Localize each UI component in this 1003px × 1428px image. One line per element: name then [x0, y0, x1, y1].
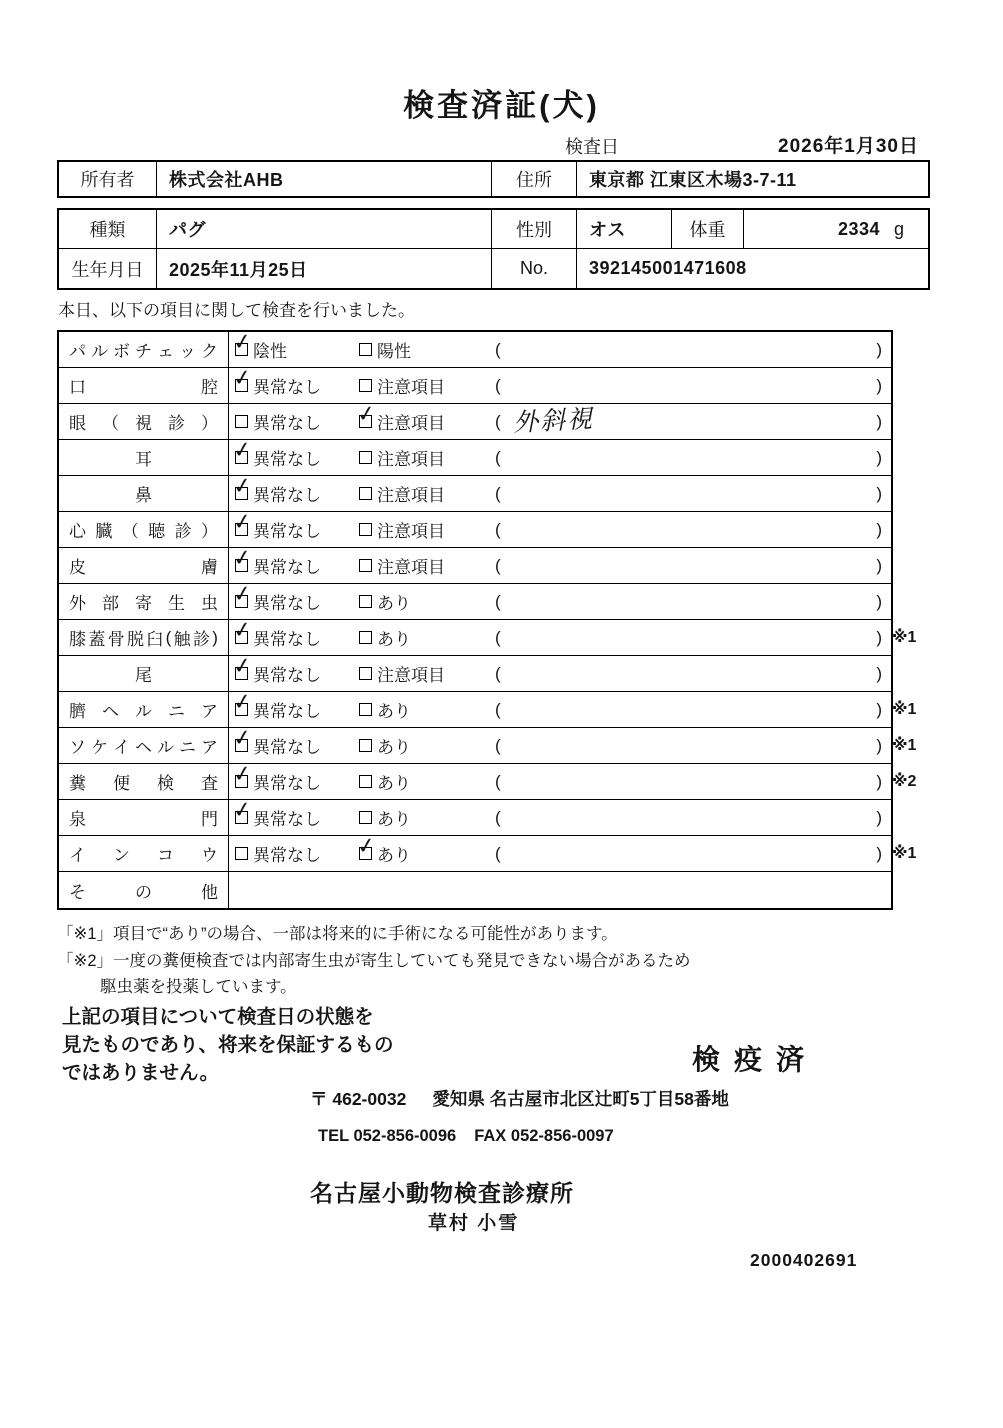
checklist-row [59, 723, 917, 764]
disclaimer-line-3: ではありません。 [62, 1062, 220, 1084]
row-content [229, 795, 891, 835]
birth-date-value: 2025年11月25日 [157, 249, 492, 288]
option2 [359, 589, 495, 614]
checklist-row [59, 435, 891, 476]
checklist-row [59, 543, 891, 584]
option1-label: 異常なし [253, 486, 321, 505]
weight-cell [744, 210, 928, 248]
option1 [229, 795, 359, 830]
option2-checkbox [359, 667, 372, 680]
comment-close-paren: ) [876, 339, 882, 359]
option2 [355, 831, 495, 866]
option2-label: 注意項目 [377, 522, 445, 541]
comment-open-paren: ( [495, 699, 501, 719]
row-note: ※2 [892, 773, 917, 790]
check-icon: ✓ [231, 471, 254, 500]
option1-checkbox [231, 471, 254, 500]
row-content [229, 507, 891, 547]
option1-label: 異常なし [253, 738, 321, 757]
comment-area [495, 340, 891, 360]
option1-label: 異常なし [253, 774, 321, 793]
quarantine-stamp: 検疫済 [692, 1044, 819, 1075]
comment-open-paren: ( [495, 735, 501, 755]
comment-area [495, 808, 891, 828]
check-icon: ✓ [231, 579, 254, 608]
note-line-2: 「※2」一度の糞便検査では内部寄生虫が寄生していても発見できない場合があるため [57, 952, 691, 970]
option1 [229, 687, 359, 722]
checklist-row [59, 507, 891, 548]
comment-area [495, 664, 891, 684]
item-label: 鼻 [59, 476, 229, 511]
breed-label: 種類 [59, 210, 157, 248]
check-icon: ✓ [231, 687, 254, 716]
option2-checkbox [355, 399, 378, 428]
postal-code: 〒 462-0032 [310, 1089, 407, 1109]
item-label: イ ン コ ウ [59, 836, 229, 871]
row-content [229, 615, 891, 655]
option1-label: 異常なし [253, 594, 321, 613]
check-icon: ✓ [355, 831, 378, 860]
item-label: 心 臓 （ 聴 診 ） [59, 512, 229, 547]
row-content [229, 723, 891, 763]
comment-area [495, 772, 891, 792]
option2 [359, 769, 495, 794]
comment-area [495, 736, 891, 756]
sex-value: オス [577, 210, 672, 248]
option1 [229, 723, 359, 758]
option2 [359, 517, 495, 542]
clinic-name: 名古屋小動物検査診療所 [310, 1180, 574, 1206]
comment-area [495, 592, 891, 612]
row-content [229, 363, 891, 403]
option1-label: 異常なし [253, 414, 321, 433]
item-label: 眼 （ 視 診 ） [59, 404, 229, 439]
option1 [229, 327, 359, 362]
option2 [359, 445, 495, 470]
option1-checkbox [235, 415, 248, 428]
option1-label: 異常なし [253, 846, 321, 865]
option1-label: 異常なし [253, 522, 321, 541]
option1-checkbox [231, 543, 254, 572]
option2-checkbox [359, 631, 372, 644]
option2-checkbox [359, 487, 372, 500]
item-label: 口 腔 [59, 368, 229, 403]
row-content [229, 471, 891, 511]
option1-checkbox [231, 795, 254, 824]
option1-label: 陰性 [253, 342, 287, 361]
comment-area [495, 404, 891, 437]
option2 [359, 661, 495, 686]
comment-open-paren: ( [495, 339, 501, 359]
row-content [229, 543, 891, 583]
option1 [229, 841, 359, 866]
option1-checkbox [231, 363, 254, 392]
option1-label: 異常なし [253, 630, 321, 649]
option1-checkbox [231, 759, 254, 788]
check-icon: ✓ [231, 543, 254, 572]
comment-area [495, 556, 891, 576]
inspection-date-value: 2026年1月30日 [778, 136, 919, 157]
item-label: 外 部 寄 生 虫 [59, 584, 229, 619]
checklist-table [57, 327, 917, 910]
option2-label: 注意項目 [377, 666, 445, 685]
comment-open-paren: ( [495, 447, 501, 467]
checklist-row [59, 615, 917, 656]
comment-area [495, 448, 891, 468]
option2-checkbox [359, 379, 372, 392]
option1-checkbox [231, 327, 254, 356]
row-note: ※1 [892, 737, 917, 754]
weight-value: 2334 [837, 218, 880, 239]
option2-checkbox [359, 523, 372, 536]
tel-number: TEL 052-856-0096 [318, 1127, 457, 1145]
comment-close-paren: ) [876, 375, 882, 395]
comment-area [495, 628, 891, 648]
owner-table [57, 160, 930, 198]
breed-value: パグ [157, 210, 492, 248]
check-icon: ✓ [231, 723, 254, 752]
fax-number: FAX 052-856-0097 [474, 1127, 614, 1145]
comment-open-paren: ( [495, 519, 501, 539]
comment-area [495, 844, 891, 864]
item-label: 膝 蓋 骨 脱 臼 ( 触 診 ) [59, 620, 229, 655]
option2 [359, 373, 495, 398]
row-note: ※1 [892, 845, 917, 862]
option2-checkbox [359, 811, 372, 824]
option2-label: あり [377, 594, 411, 613]
tel-fax-line [318, 1127, 614, 1146]
option1-checkbox [231, 723, 254, 752]
other-row-content [229, 872, 891, 908]
option2-checkbox [355, 831, 378, 860]
comment-open-paren: ( [495, 843, 501, 863]
comment-close-paren: ) [876, 483, 882, 503]
option1-label: 異常なし [253, 702, 321, 721]
comment-close-paren: ) [876, 699, 882, 719]
option2-label: あり [377, 702, 411, 721]
option2-checkbox [359, 739, 372, 752]
check-icon: ✓ [231, 651, 254, 680]
option2-label: 陽性 [377, 342, 411, 361]
comment-close-paren: ) [876, 555, 882, 575]
row-content [229, 579, 891, 619]
row-content [229, 687, 891, 727]
note-line-1: 「※1」項目で“あり”の場合、一部は将来的に手術になる可能性があります。 [57, 925, 618, 943]
checklist-row [59, 831, 917, 872]
option1 [229, 471, 359, 506]
option2-checkbox [359, 775, 372, 788]
option1-label: 異常なし [253, 810, 321, 829]
option1-checkbox [231, 687, 254, 716]
item-label: 泉 門 [59, 800, 229, 835]
option1-label: 異常なし [253, 378, 321, 397]
option2-checkbox [359, 343, 372, 356]
comment-open-paren: ( [495, 555, 501, 575]
inspection-date-label: 検査日 [565, 137, 619, 157]
no-value: 392145001471608 [589, 258, 747, 278]
option1-checkbox [235, 847, 248, 860]
checklist-row [59, 687, 917, 728]
disclaimer [62, 1003, 394, 1087]
comment-open-paren: ( [495, 375, 501, 395]
clinic-address: 愛知県 名古屋市北区辻町5丁目58番地 [432, 1089, 729, 1109]
option2-label: あり [377, 774, 411, 793]
option1 [229, 543, 359, 578]
option2-label: あり [377, 738, 411, 757]
option2 [359, 337, 495, 362]
option2 [359, 625, 495, 650]
comment-close-paren: ) [876, 663, 882, 683]
option2 [355, 399, 495, 434]
option2 [359, 697, 495, 722]
option1 [229, 409, 359, 434]
check-icon: ✓ [231, 615, 254, 644]
option2-label: 注意項目 [377, 450, 445, 469]
address-label: 住所 [492, 162, 577, 196]
option1-checkbox [231, 615, 254, 644]
comment-close-paren: ) [876, 771, 882, 791]
option2-label: 注意項目 [377, 558, 445, 577]
address-value: 東京都 江東区木場3-7-11 [589, 170, 797, 190]
row-content [229, 651, 891, 691]
option1-label: 異常なし [253, 450, 321, 469]
check-icon: ✓ [355, 399, 378, 428]
row-note: ※1 [892, 629, 917, 646]
option2-label: あり [377, 810, 411, 829]
comment-open-paren: ( [495, 663, 501, 683]
note-line-3: 駆虫薬を投薬しています。 [100, 978, 297, 996]
check-icon: ✓ [231, 795, 254, 824]
comment-close-paren: ) [876, 843, 882, 863]
row-content [229, 759, 891, 799]
checklist-row [59, 327, 891, 368]
option1 [229, 435, 359, 470]
option1 [229, 363, 359, 398]
check-icon: ✓ [231, 363, 254, 392]
item-label: ソ ケ イ ヘ ル ニ ア [59, 728, 229, 763]
item-label: 耳 [59, 440, 229, 475]
owner-value: 株式会社AHB [157, 162, 492, 196]
intro-text: 本日、以下の項目に関して検査を行いました。 [58, 301, 415, 320]
item-label: 糞 便 検 査 [59, 764, 229, 799]
option1 [229, 759, 359, 794]
comment-area [495, 484, 891, 504]
row-note: ※1 [892, 701, 917, 718]
comment-close-paren: ) [876, 807, 882, 827]
option2 [359, 733, 495, 758]
option2-label: 注意項目 [377, 378, 445, 397]
comment-open-paren: ( [495, 807, 501, 827]
no-label: No. [492, 249, 577, 288]
check-icon: ✓ [231, 327, 254, 356]
item-label: 皮 膚 [59, 548, 229, 583]
row-content [229, 327, 891, 367]
pet-info-row-2 [59, 249, 928, 288]
checklist-row [59, 399, 891, 440]
comment-open-paren: ( [495, 591, 501, 611]
comment-text: 外斜視 [512, 404, 595, 437]
option1-checkbox [231, 579, 254, 608]
option2 [359, 805, 495, 830]
comment-close-paren: ) [876, 627, 882, 647]
comment-close-paren: ) [876, 735, 882, 755]
item-label: 臍 ヘ ル ニ ア [59, 692, 229, 727]
option2 [359, 481, 495, 506]
option1 [229, 507, 359, 542]
option2-checkbox [359, 595, 372, 608]
option2-checkbox [359, 451, 372, 464]
checklist-row [59, 363, 891, 404]
other-item-label: そ の 他 [59, 872, 229, 908]
comment-open-paren: ( [495, 483, 501, 503]
row-content [229, 399, 891, 439]
vet-name: 草村 小雪 [428, 1213, 520, 1234]
serial-number: 2000402691 [750, 1250, 858, 1270]
row-content [229, 435, 891, 475]
other-row [59, 872, 891, 908]
comment-area [495, 376, 891, 396]
option1 [229, 615, 359, 650]
option1-label: 異常なし [253, 666, 321, 685]
item-label: 尾 [59, 656, 229, 691]
comment-open-paren: ( [495, 627, 501, 647]
sex-label: 性別 [492, 210, 577, 248]
comment-close-paren: ) [876, 519, 882, 539]
checklist-row [59, 759, 917, 800]
option2 [359, 553, 495, 578]
option1 [229, 651, 359, 686]
option1 [229, 579, 359, 614]
option2-checkbox [359, 703, 372, 716]
comment-close-paren: ) [876, 447, 882, 467]
checklist-row [59, 651, 891, 692]
pet-info-row-1 [59, 210, 928, 249]
weight-label: 体重 [672, 210, 744, 248]
option2-label: 注意項目 [377, 486, 445, 505]
clinic-address-line [310, 1086, 729, 1111]
option2-checkbox [359, 559, 372, 572]
check-icon: ✓ [231, 435, 254, 464]
option1-checkbox [231, 507, 254, 536]
item-label: パ ル ボ チ ェ ッ ク [59, 332, 229, 367]
option2-label: あり [377, 846, 411, 865]
comment-close-paren: ) [876, 411, 882, 431]
checklist-row [59, 795, 891, 836]
check-icon: ✓ [231, 759, 254, 788]
check-icon: ✓ [231, 507, 254, 536]
disclaimer-line-1: 上記の項目について検査日の状態を [62, 1006, 374, 1028]
document-title: 検査済証(犬) [403, 88, 600, 123]
option1-label: 異常なし [253, 558, 321, 577]
option1-checkbox [231, 435, 254, 464]
disclaimer-line-2: 見たものであり、将来を保証するもの [62, 1034, 394, 1056]
comment-area [495, 700, 891, 720]
comment-open-paren: ( [495, 771, 501, 791]
birth-date-label: 生年月日 [59, 249, 157, 288]
option1-checkbox [231, 651, 254, 680]
option2-label: あり [377, 630, 411, 649]
comment-open-paren: ( [495, 411, 501, 431]
comment-close-paren: ) [876, 591, 882, 611]
checklist-row [59, 579, 891, 620]
option2-label: 注意項目 [377, 414, 445, 433]
comment-area [495, 520, 891, 540]
checklist-row [59, 471, 891, 512]
pet-info-table [57, 208, 930, 290]
row-content [229, 831, 891, 871]
owner-label: 所有者 [59, 162, 157, 196]
checklist-rows [59, 327, 917, 872]
weight-unit: g [893, 218, 904, 239]
